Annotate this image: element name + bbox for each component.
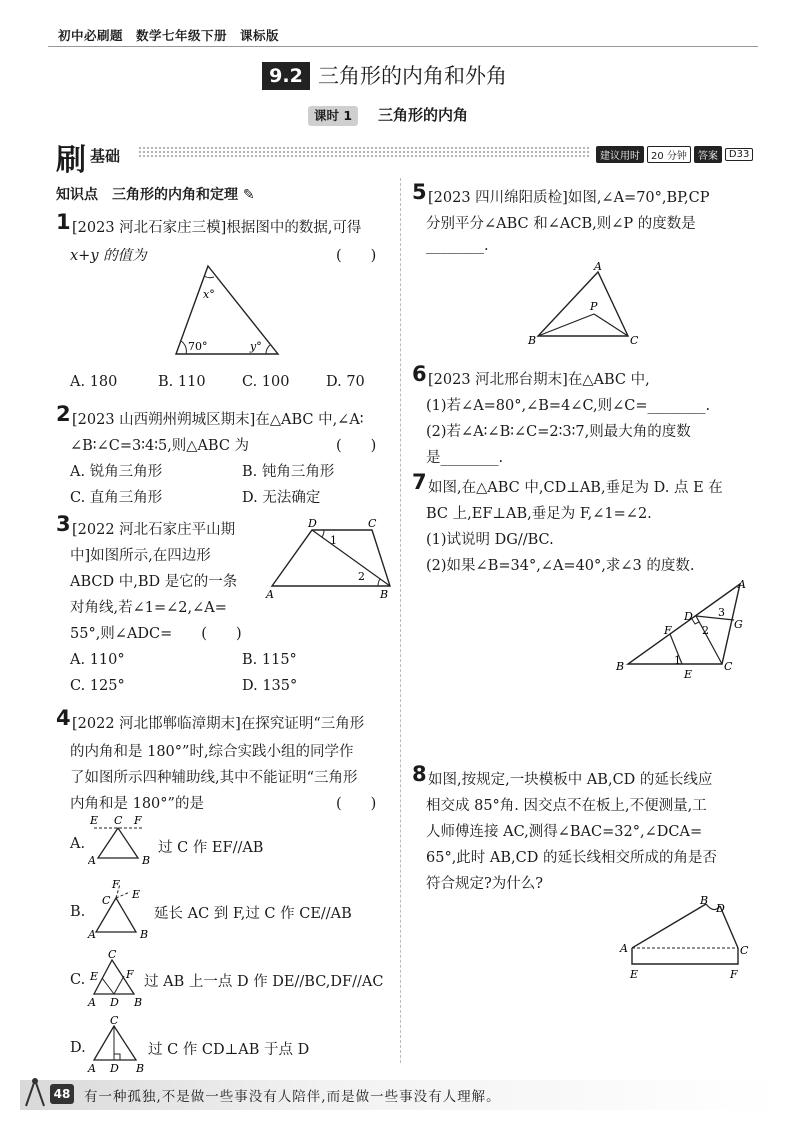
q8-line4: 65°,此时 AB,CD 的延长线相交所成的角是否: [426, 850, 717, 866]
book-header: 初中必刷题 数学七年级下册 课标版: [58, 28, 280, 43]
section-title: 三角形的内角和外角: [318, 64, 507, 88]
q4-option-b-figure: [86, 878, 152, 938]
header-rule: [48, 46, 758, 47]
q4a-label-a: A: [88, 854, 96, 867]
q8-line2: 相交成 85°角. 因交点不在板上,不便测量,工: [426, 798, 707, 814]
q7-label-f: F: [664, 624, 672, 637]
q3-line4: 对角线,若∠1=∠2,∠A=: [70, 600, 227, 616]
q4a-label-f: F: [134, 814, 142, 827]
q4b-label-c: C: [102, 894, 111, 907]
q6-number: 6: [412, 362, 427, 386]
q4a-label-c: C: [114, 814, 123, 827]
q4b-label-b: B: [140, 928, 149, 938]
q2-line2: ∠B∶∠C=3∶4∶5,则△ABC 为: [70, 438, 250, 454]
q4d-label-b: B: [136, 1062, 145, 1074]
q7-label-c: C: [724, 660, 733, 673]
q1-number: 1: [56, 210, 71, 234]
q4-line1: [2022 河北邯郸临漳期末]在探究证明“三角形: [72, 716, 365, 732]
q3-label-d: D: [308, 517, 317, 530]
q7-line4: (2)如果∠B=34°,∠A=40°,求∠3 的度数.: [426, 558, 695, 574]
q4-line3: 了如图所示四种辅助线,其中不能证明“三角形: [70, 770, 358, 786]
q4c-label-e: E: [90, 970, 99, 983]
answer-label: 答案: [694, 146, 722, 163]
q4-option-d-text: 过 C 作 CD⊥AB 于点 D: [148, 1042, 310, 1058]
q1-label-x: x°: [203, 288, 215, 301]
q3-line5: 55°,则∠ADC= ( ): [70, 626, 242, 642]
footer-motto: 有一种孤独,不是做一些事没有人陪伴,而是做一些事没有人理解。: [84, 1089, 501, 1105]
q4c-label-a: A: [88, 996, 96, 1009]
q8-line5: 符合规定?为什么?: [426, 876, 544, 892]
band-label: 基础: [90, 147, 121, 165]
q4d-label-d: D: [110, 1062, 119, 1074]
q3-label-2: 2: [358, 570, 365, 583]
q4-option-a-figure: [88, 814, 154, 868]
q4-paren: ( ): [336, 796, 377, 812]
q5-figure: [524, 260, 650, 346]
q4-option-d-figure: [86, 1014, 148, 1074]
compass-icon: [22, 1076, 48, 1108]
q3-label-c: C: [368, 517, 377, 530]
q3-number: 3: [56, 512, 71, 536]
q7-label-d: D: [684, 610, 693, 623]
q1-line2: x+y 的值为: [70, 248, 147, 264]
q7-label-2: 2: [702, 624, 709, 637]
q5-line2: 分别平分∠ABC 和∠ACB,则∠P 的度数是: [426, 216, 696, 232]
q3-option-d[interactable]: D. 135°: [242, 678, 298, 694]
q4-option-d-label[interactable]: D.: [70, 1040, 86, 1056]
q4d-label-c: C: [110, 1014, 119, 1027]
column-divider: [400, 178, 401, 1063]
q5-label-b: B: [528, 334, 537, 346]
q3-line3: ABCD 中,BD 是它的一条: [70, 574, 238, 590]
q2-line1: [2023 山西朔州朔城区期末]在△ABC 中,∠A∶: [72, 412, 364, 428]
q4-option-a-label[interactable]: A.: [70, 836, 86, 852]
q4a-label-b: B: [142, 854, 151, 867]
q4-line2: 的内角和是 180°”时,综合实践小组的同学作: [70, 744, 354, 760]
q7-line2: BC 上,EF⊥AB,垂足为 F,∠1=∠2.: [426, 506, 652, 522]
q8-label-d: D: [716, 902, 725, 915]
q4b-label-e: E: [132, 888, 141, 901]
q7-number: 7: [412, 470, 427, 494]
q2-option-a[interactable]: A. 锐角三角形: [70, 464, 163, 480]
q4c-label-b: B: [134, 996, 143, 1009]
lesson-tag: 课时 1: [308, 106, 358, 126]
q4-option-b-label[interactable]: B.: [70, 904, 86, 920]
lesson-title: 三角形的内角: [378, 106, 469, 124]
q2-paren: ( ): [336, 438, 377, 454]
q1-option-c[interactable]: C. 100: [242, 374, 290, 390]
q7-figure: [612, 578, 752, 682]
q8-figure: [618, 892, 758, 984]
section-number: 9.2: [262, 62, 310, 90]
q1-paren: ( ): [336, 248, 377, 264]
q3-line2: 中]如图所示,在四边形: [70, 548, 211, 564]
q2-option-c[interactable]: C. 直角三角形: [70, 490, 163, 506]
q3-option-b[interactable]: B. 115°: [242, 652, 297, 668]
q7-label-b: B: [616, 660, 625, 673]
q7-label-1: 1: [674, 654, 681, 667]
q5-label-p: P: [590, 300, 598, 313]
q4-option-b-text: 延长 AC 到 F,过 C 作 CE//AB: [154, 906, 352, 922]
q8-label-f: F: [730, 968, 738, 981]
check-icon: ✎: [242, 187, 255, 203]
q4-option-a-text: 过 C 作 EF//AB: [158, 840, 264, 856]
q4b-label-f: F: [112, 878, 120, 891]
q8-line3: 人师傅连接 AC,测得∠BAC=32°,∠DCA=: [426, 824, 703, 840]
q3-label-b: B: [380, 588, 389, 601]
q1-option-a[interactable]: A. 180: [70, 374, 118, 390]
q7-line1: 如图,在△ABC 中,CD⊥AB,垂足为 D. 点 E 在: [428, 480, 723, 496]
q8-label-a: A: [620, 942, 628, 955]
q5-number: 5: [412, 180, 427, 204]
q4-number: 4: [56, 706, 71, 730]
suggest-value: 20 分钟: [647, 146, 691, 163]
q4c-label-d: D: [110, 996, 119, 1009]
q7-line3: (1)试说明 DG//BC.: [426, 532, 554, 548]
q1-figure: [170, 262, 290, 362]
q7-label-g: G: [734, 618, 743, 631]
q8-label-c: C: [740, 944, 749, 957]
dotted-band: [138, 146, 590, 158]
q8-label-e: E: [630, 968, 639, 981]
q4-option-c-figure: [86, 950, 146, 1012]
q6-line4: 是________.: [426, 450, 504, 466]
shua-mark: 刷: [56, 143, 86, 178]
time-suggestion: [596, 146, 753, 163]
q8-number: 8: [412, 762, 427, 786]
q1-label-70: 70°: [188, 340, 208, 353]
q8-label-b: B: [700, 894, 709, 907]
answer-value: D33: [725, 148, 753, 161]
q2-option-b[interactable]: B. 钝角三角形: [242, 464, 335, 480]
q5-label-c: C: [630, 334, 639, 346]
q4a-label-e: E: [90, 814, 99, 827]
q5-label-a: A: [594, 260, 602, 273]
q4d-label-a: A: [88, 1062, 96, 1074]
q3-label-1: 1: [330, 534, 337, 547]
q4-option-c-text: 过 AB 上一点 D 作 DE//BC,DF//AC: [144, 974, 384, 990]
q1-option-b[interactable]: B. 110: [158, 374, 206, 390]
q4b-label-a: A: [88, 928, 96, 938]
q5-line3: ________.: [426, 238, 489, 254]
q2-number: 2: [56, 402, 71, 426]
knowledge-point-text: 知识点 三角形的内角和定理: [56, 187, 238, 203]
q3-option-a[interactable]: A. 110°: [70, 652, 125, 668]
q7-label-a: A: [738, 578, 746, 591]
q8-line1: 如图,按规定,一块模板中 AB,CD 的延长线应: [428, 772, 713, 788]
knowledge-point-title: [56, 184, 255, 204]
q1-option-d[interactable]: D. 70: [326, 374, 365, 390]
q6-line3: (2)若∠A∶∠B∶∠C=2∶3∶7,则最大角的度数: [426, 424, 691, 440]
q4c-label-c: C: [108, 950, 117, 961]
q3-figure: [262, 516, 398, 602]
page-number: 48: [50, 1084, 74, 1104]
suggest-label: 建议用时: [596, 146, 644, 163]
q4c-label-f: F: [126, 968, 134, 981]
q4-line4: 内角和是 180°”的是: [70, 796, 204, 812]
q1-line1: [2023 河北石家庄三模]根据图中的数据,可得: [72, 220, 362, 236]
q4-option-c-label[interactable]: C.: [70, 972, 86, 988]
q5-line1: [2023 四川绵阳质检]如图,∠A=70°,BP,CP: [428, 190, 710, 206]
q3-line1: [2022 河北石家庄平山期: [72, 522, 236, 538]
q6-line2: (1)若∠A=80°,∠B=4∠C,则∠C=________.: [426, 398, 711, 414]
q3-option-c[interactable]: C. 125°: [70, 678, 125, 694]
q6-line1: [2023 河北邢台期末]在△ABC 中,: [428, 372, 650, 388]
q1-label-y: y°: [250, 340, 262, 353]
q2-option-d[interactable]: D. 无法确定: [242, 490, 321, 506]
q3-label-a: A: [266, 588, 274, 601]
q7-label-e: E: [684, 668, 693, 681]
q7-label-3: 3: [718, 606, 725, 619]
